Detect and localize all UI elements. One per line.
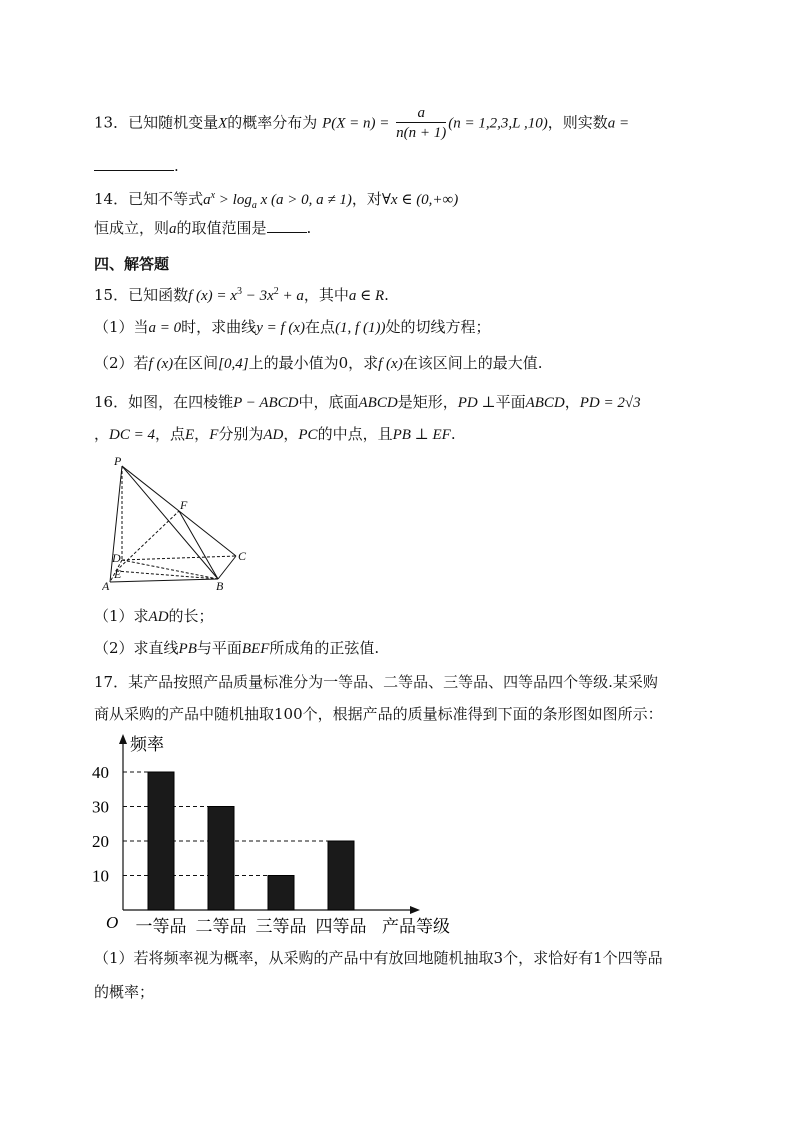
q13-condition: (n = 1,2,3,L ,10) — [448, 115, 548, 132]
q16-line2: ，DC = 4，点E，F分别为AD，PC的中点，且PB ⊥ EF. — [94, 425, 456, 443]
q13-line — [94, 104, 629, 143]
label-A: A — [102, 579, 110, 593]
label-D: D — [112, 551, 121, 565]
q15-domain: a ∈ R — [348, 288, 385, 304]
bar-2 — [208, 807, 234, 911]
q17-sub1: （1）若将频率视为概率，从采购的产品中有放回地随机抽取3个，求恰好有1个四等品 — [94, 949, 663, 967]
label-F: F — [180, 498, 188, 512]
q14-line2-a: a — [169, 221, 177, 237]
q15-line: 15．已知函数f $(x) = x^3 - 3x^2 + a$，其中a ∈ R. — [94, 286, 389, 304]
label-B: B — [216, 579, 224, 593]
y-axis-arrow — [119, 734, 127, 744]
edge-PB — [122, 466, 218, 579]
q14-ineq-x: x — [210, 190, 216, 201]
edge-EF — [116, 511, 179, 571]
bar-1 — [148, 772, 174, 910]
edge-DC — [122, 556, 236, 560]
q14-forall: ∀x ∈ (0,+∞) — [381, 192, 459, 208]
y-tick-label: 20 — [92, 832, 109, 851]
q14-line2-end: 的取值范围是 — [176, 219, 267, 237]
y-tick-label: 30 — [92, 797, 109, 817]
edge-FB — [179, 511, 218, 579]
q13-suffix: ，则实数 — [547, 113, 608, 132]
x-axis-arrow — [410, 906, 420, 914]
q17-line1: 17．某产品按照产品质量标准分为一等品、二等品、三等品、四等品四个等级.某采购 — [94, 673, 658, 691]
edge-EB — [116, 571, 218, 579]
q16-sub2: （2）求直线PB与平面BEF所成角的正弦值. — [94, 639, 380, 657]
q17-line2: 商从采购的产品中随机抽取100个，根据产品的质量标准得到下面的条形图如图所示： — [94, 705, 663, 723]
y-tick-label: 40 — [92, 763, 109, 782]
q13-answer-line: . — [94, 154, 179, 177]
category-label: 一等品 — [135, 917, 187, 935]
q13-numerator: a — [396, 104, 446, 123]
q14-answer-blank[interactable] — [267, 218, 307, 233]
q14-line2: 恒成立，则a的取值范围是 . — [94, 219, 312, 237]
pyramid-figure — [102, 454, 262, 594]
q14-ineq-end: x (a > 0, a ≠ 1) — [256, 192, 352, 208]
q13-lhs: P(X = n) = — [322, 115, 390, 132]
y-tick-label: 10 — [92, 866, 109, 886]
q16-line1: 16．如图，在四棱锥P − ABCD中，底面ABCD是矩形，PD ⊥平面ABCD，PD = 2√3 — [94, 393, 641, 411]
bar-4 — [328, 841, 354, 910]
label-E: E — [114, 567, 122, 581]
edge-DB — [122, 560, 218, 579]
category-label: 二等品 — [195, 917, 247, 935]
q15-part2: （2）若f (x)在区间[0,4]上的最小值为0，求f (x)在该区间上的最大值. — [94, 354, 543, 372]
category-label: 三等品 — [255, 917, 307, 935]
q14-ineq-mid: > log — [215, 192, 252, 208]
x-axis-label: 产品等级 — [382, 917, 450, 935]
q14-mid: ，对 — [351, 190, 382, 208]
q17-sub1b: 的概率； — [94, 983, 155, 1001]
q13-denominator: n(n + 1) — [396, 125, 447, 141]
edge-BC — [218, 556, 236, 579]
section-heading: 四、解答题 — [94, 255, 170, 273]
edge-AB — [110, 579, 218, 582]
q13-answer-blank[interactable] — [94, 154, 174, 171]
q15-prefix: 15．已知函数 — [94, 286, 189, 304]
q13-prefix: 13．已知随机变量 — [94, 113, 219, 132]
label-C: C — [238, 549, 247, 563]
y-axis-label: 频率 — [130, 735, 164, 754]
q16-sub1: （1）求AD的长； — [94, 607, 214, 625]
q14-ineq-a: a — [203, 192, 211, 208]
q14-prefix: 14．已知不等式 — [94, 190, 204, 208]
label-P: P — [114, 454, 122, 468]
category-label: 四等品 — [315, 917, 367, 935]
q13-tail: a = — [607, 115, 630, 132]
q14-ineq-sub: a — [251, 200, 257, 211]
q13-mid: 的概率分布为 — [227, 113, 318, 132]
bar-3 — [268, 876, 294, 911]
q14-line1 — [94, 185, 458, 217]
q13-var: X — [218, 115, 228, 132]
q14-line2-text: 恒成立，则 — [94, 219, 170, 237]
q13-fraction — [396, 104, 446, 143]
bar-chart — [90, 730, 460, 935]
origin-label: O — [106, 913, 119, 932]
q15-part1: （1）当a = 0时，求曲线y = f (x)在点(1, f (1))处的切线方程； — [94, 318, 491, 336]
